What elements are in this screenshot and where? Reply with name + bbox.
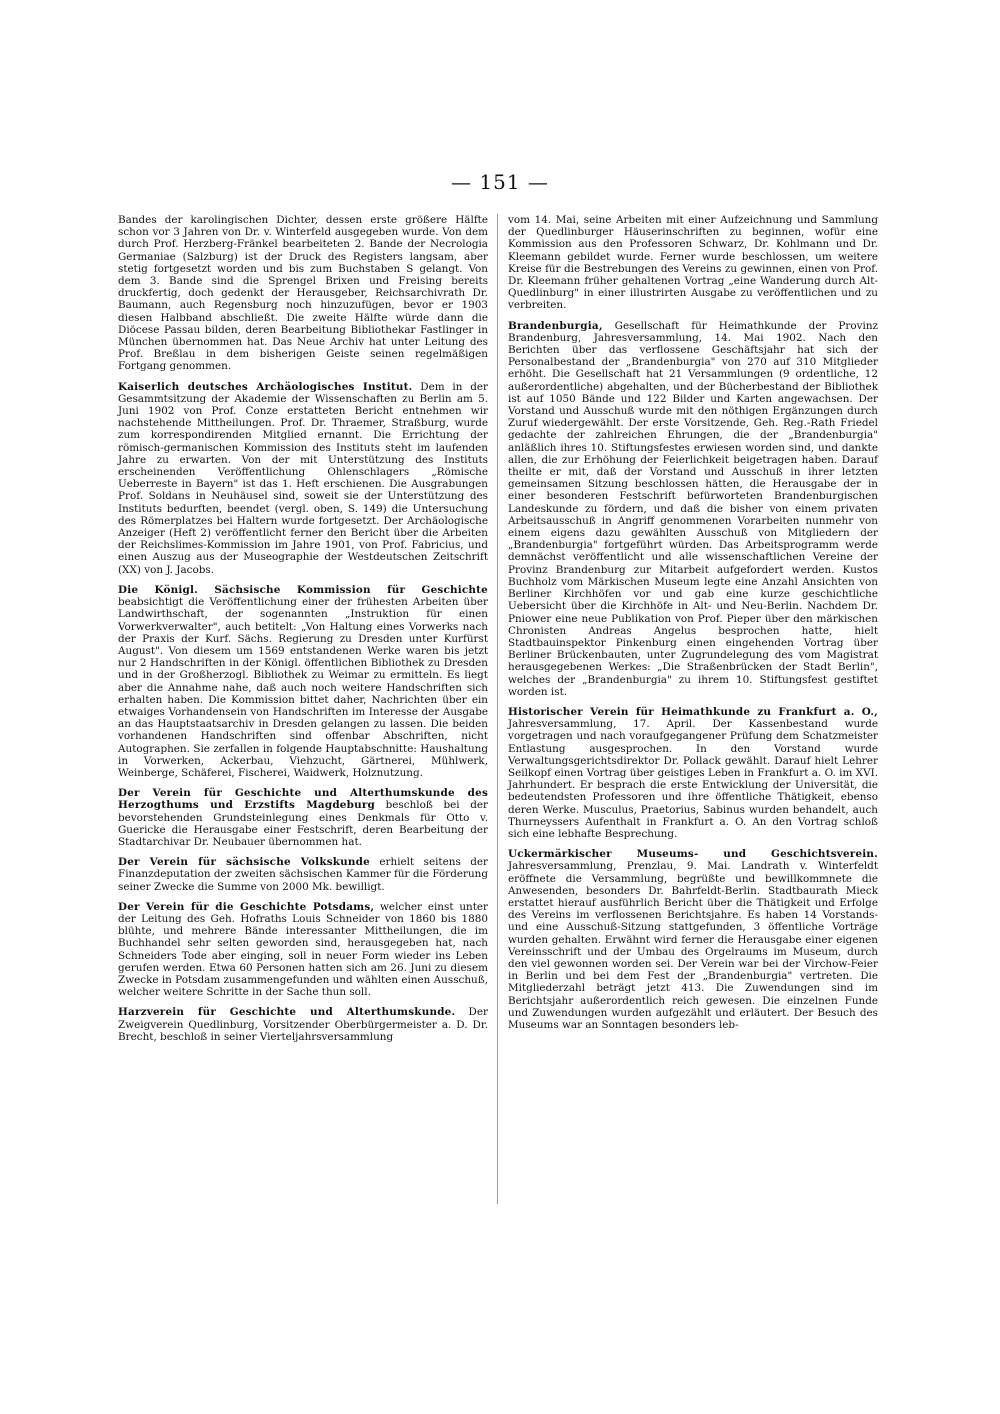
- article-text: Bandes der karolingischen Dichter, dessen erste größere Hälfte schon vor 3 Jahren von Dr. v. Winterfeld ausgegeben wurde. Von dem durch Prof. Herzberg-Fränkel bearbeiteten 2. Bande der Necrologia Germaniae (Salzburg) ist der Druck des Registers langsam, aber stetig fortgesetzt worden und bis zum Buchstaben S gelangt. Von dem 3. Bande sind die Sprengel Brixen und Freising bereits druckfertig, doch gedenkt der Herausgeber, Reichsarchivrath Dr. Baumann, auch Regensburg noch hinzuzufügen, bevor er 1903 diesen Halbband abschließt. Die zweite Hälfte würde dann die Diöcese Passau bilden, deren Bearbeitung Bibliothekar Fastlinger in München übernommen hat. Das Neue Archiv hat unter Leitung des Prof. Breßlau in dem bisherigen Geiste seinen regelmäßigen Fortgang genommen.: [118, 214, 488, 373]
- article-paragraph: [118, 381, 488, 576]
- article-heading: Die Königl. Sächsische Kommission für Geschichte: [118, 583, 488, 596]
- article-paragraph: [508, 848, 878, 1031]
- article-heading: Harzverein für Geschichte und Alterthumskunde.: [118, 1006, 456, 1019]
- article-heading: Kaiserlich deutsches Archäologisches Institut.: [118, 380, 413, 393]
- article-paragraph: [118, 856, 488, 893]
- article-heading: Der Verein für die Geschichte Potsdams,: [118, 900, 375, 913]
- article-paragraph: [508, 706, 878, 840]
- column-divider: [497, 214, 498, 1204]
- article-paragraph: [508, 320, 878, 698]
- article-text: Der Zweigverein Quedlinburg, Vorsitzender Oberbürgermeister a. D. Dr. Brecht, beschloß in seiner Vierteljahrsversammlung: [118, 1006, 488, 1043]
- article-text: vom 14. Mai, seine Arbeiten mit einer Aufzeichnung und Sammlung der Quedlinburger Häuserinschriften zu beginnen, wofür eine Kommission aus den Professoren Schwarz, Dr. Kohlmann und Dr. Kleemann gebildet wurde. Ferner wurde beschlossen, um weitere Kreise für die Bestrebungen des Vereins zu gewinnen, einen von Prof. Dr. Kleemann früher gehaltenen Vortrag „eine Wanderung durch Alt-Quedlinburg" in einer illustrirten Ausgabe zu veröffentlichen und zu verbreiten.: [508, 214, 878, 312]
- article-text: Jahresversammlung, 17. April. Der Kassenbestand wurde vorgetragen und nach voraufgegangener Prüfung dem Schatzmeister Entlastung ausgesprochen. In den Vorstand wurde Verwaltungsgerichtsdirektor Dr. Pollack gewählt. Darauf hielt Lehrer Seilkopf einen Vortrag über geistiges Leben in Frankfurt a. O. im XVI. Jahrhundert. Er besprach die erste Entwicklung der Universität, die bedeutendsten Professoren und ihre öffentliche Thätigkeit, ebenso deren Werke. Musculus, Praetorius, Sabinus wurden behandelt, auch Thurneyssers Aufenthalt in Frankfurt a. O. An den Vortrag schloß sich eine lebhafte Besprechung.: [508, 718, 878, 840]
- article-paragraph: [508, 214, 878, 312]
- article-heading: Der Verein für sächsische Volkskunde: [118, 856, 370, 869]
- article-paragraph: [118, 214, 488, 373]
- page-number: — 151 —: [451, 170, 549, 194]
- article-heading: Uckermärkischer Museums- und Geschichtsverein.: [508, 848, 878, 861]
- article-text: erhielt seitens der Finanzdeputation der zweiten sächsischen Kammer für die Förderung seiner Zwecke die Summe von 2000 Mk. bewilligt.: [118, 856, 488, 893]
- article-text: Gesellschaft für Heimathkunde der Provinz Brandenburg, Jahresversammlung, 14. Mai 1902. Nach den Berichten über das verflossene Geschäftsjahr hat sich der Personalbestand der „Brandenburgia" von 270 auf 310 Mitglieder erhöht. Die Gesellschaft hat 21 Versammlungen (9 ordentliche, 12 außerordentliche) abgehalten, und der Bücherbestand der Bibliothek ist auf 1050 Bände und 122 Bilder und Karten angewachsen. Der Vorstand und Ausschuß wurde mit den nöthigen Ergänzungen durch Zuruf wiedergewählt. Der erste Vorsitzende, Geh. Reg.-Rath Friedel gedachte der zahlreichen Ehrungen, die der „Brandenburgia" anläßlich ihres 10. Stiftungsfestes erwiesen worden sind, und dankte allen, die zur Erhöhung der Feierlichkeit beigetragen haben. Darauf theilte er mit, daß der Vorstand und Ausschuß in ihrer letzten gemeinsamen Sitzung beschlossen hätten, die Herausgabe der in einer besonderen Festschrift befürworteten Brandenburgischen Landeskunde zu fördern, und daß die bisher von einem privaten Arbeitsausschuß in Angriff genommenen Vorarbeiten nunmehr von einem eigens dazu gewählten Ausschuß von Mitgliedern der „Brandenburgia" fortgeführt würden. Das Arbeitsprogramm werde demnächst veröffentlicht und alle wissenschaftlichen Vereine der Provinz Brandenburg zur Mitarbeit aufgefordert werden. Kustos Buchholz vom Märkischen Museum legte eine Anzahl Ansichten von Berliner Kirchhöfen vor und gab eine kurze geschichtliche Uebersicht über die Kirchhöfe in Alt- und Neu-Berlin. Nachdem Dr. Pniower eine neue Publikation von Prof. Pieper über den märkischen Chronisten Andreas Angelus besprochen hatte, hielt Stadtbauinspektor Pinkenburg einen eingehenden Vortrag über Berliner Brückenbauten, unter Zugrundelegung des vom Magistrat herausgegebenen Werkes: „Die Straßenbrücken der Stadt Berlin", welches der „Brandenburgia" zu ihrem 10. Stiftungsfest gestiftet worden ist.: [508, 319, 879, 698]
- article-paragraph: [118, 901, 488, 999]
- article-paragraph: [118, 1006, 488, 1043]
- article-text: Dem in der Gesammtsitzung der Akademie der Wissenschaften zu Berlin am 5. Juni 1902 von Prof. Conze erstatteten Bericht entnehmen wir nachstehende Mittheilungen. Prof. Dr. Thraemer, Straßburg, wurde zum korrespondirenden Mitglied ernannt. Die Errichtung der römisch-germanischen Kommission des Instituts steht im laufenden Jahre zu erwarten. Von der mit Unterstützung des Instituts erscheinenden Veröffentlichung Ohlenschlagers „Römische Ueberreste in Bayern" ist das 1. Heft erschienen. Die Ausgrabungen Prof. Soldans in Neuhäusel sind, soweit sie der Unterstützung des Instituts bedurften, beendet (vergl. oben, S. 149) die Untersuchung des Römerplatzes bei Haltern wurde fortgesetzt. Der Archäologische Anzeiger (Heft 2) veröffentlicht ferner den Bericht über die Arbeiten der Reichslimes-Kommission im Jahre 1901, von Prof. Fabricius, und einen Auszug aus der Museographie der Westdeutschen Zeitschrift (XX) von J. Jacobs.: [118, 380, 488, 576]
- left-column: [118, 214, 488, 1051]
- article-paragraph: [118, 787, 488, 848]
- article-heading: Historischer Verein für Heimathkunde zu Frankfurt a. O.,: [508, 705, 878, 718]
- article-text: Jahresversammlung, Prenzlau, 9. Mai. Landrath v. Winterfeldt eröffnete die Versammlung, begrüßte und bewillkommnete die Anwesenden, besonders Dr. Bahrfeldt-Berlin. Stadtbaurath Mieck erstattet hierauf ausführlich Bericht über die Thätigkeit und Erfolge des Vereins im verflossenen Berichtsjahre. Es haben 14 Vorstands- und eine Ausschuß-Sitzung stattgefunden, 3 öffentliche Vorträge wurden gehalten. Erwähnt wird ferner die Herausgabe einer eigenen Vereinsschrift und der Umbau des Orgelraums im Museum, durch den viel gewonnen worden sei. Der Verein war bei der Virchow-Feier in Berlin und bei dem Fest der „Brandenburgia" vertreten. Die Mitgliederzahl beträgt jetzt 413. Die Zuwendungen sind im Berichtsjahr außerordentlich reich gewesen. Die einzelnen Funde und Zuwendungen wurden aufgezählt und erläutert. Der Besuch des Museums war an Sonntagen besonders leb-: [508, 860, 878, 1031]
- article-paragraph: [118, 584, 488, 779]
- article-text: welcher einst unter der Leitung des Geh. Hofraths Louis Schneider von 1860 bis 1880 blühte, und mehrere Bände interessanter Mittheilungen, die im Buchhandel sehr selten geworden sind, herausgegeben hat, nach Schneiders Tode aber einging, soll in neuer Form wieder ins Leben gerufen werden. Etwa 60 Personen hatten sich am 26. Juni zu diesem Zwecke in Potsdam zusammengefunden und wählten einen Ausschuß, welcher weitere Schritte in der Sache thun soll.: [118, 900, 489, 999]
- article-text: beabsichtigt die Veröffentlichung einer der frühesten Arbeiten über Landwirthschaft, der sogenannten „Instruktion für einen Vorwerkverwalter", auch betitelt: „Von Haltung eines Vorwerks nach der Praxis der Kurf. Sächs. Regierung zu Dresden unter Kurfürst August". Von diesem um 1569 entstandenen Werke waren bis jetzt nur 2 Handschriften in der Königl. öffentlichen Bibliothek zu Dresden und in der Großherzogl. Bibliothek zu Weimar zu ermitteln. Es liegt aber die Annahme nahe, daß auch noch weitere Handschriften sich erhalten haben. Die Kommission bittet daher, Nachrichten über ein etwaiges Vorhandensein von Handschriften im Interesse der Ausgabe an das Hauptstaatsarchiv in Dresden gelangen zu lassen. Die beiden vorhandenen Handschriften sind offenbar Abschriften, nicht Autographen. Sie zerfallen in folgende Hauptabschnitte: Haushaltung in Vorwerken, Ackerbau, Viehzucht, Gärtnerei, Mühlwerk, Weinberge, Schäferei, Fischerei, Waidwerk, Holznutzung.: [118, 596, 488, 779]
- article-text: beschloß bei der bevorstehenden Grundsteinlegung eines Denkmals für Otto v. Guericke die Herausgabe einer Festschrift, deren Bearbeitung der Stadtarchivar Dr. Neubauer übernommen hat.: [118, 799, 488, 848]
- article-heading: Brandenburgia,: [508, 319, 603, 332]
- article-heading: Der Verein für Geschichte und Alterthumskunde des Herzogthums und Erzstifts Magdeburg: [118, 787, 488, 812]
- right-column: [508, 214, 878, 1039]
